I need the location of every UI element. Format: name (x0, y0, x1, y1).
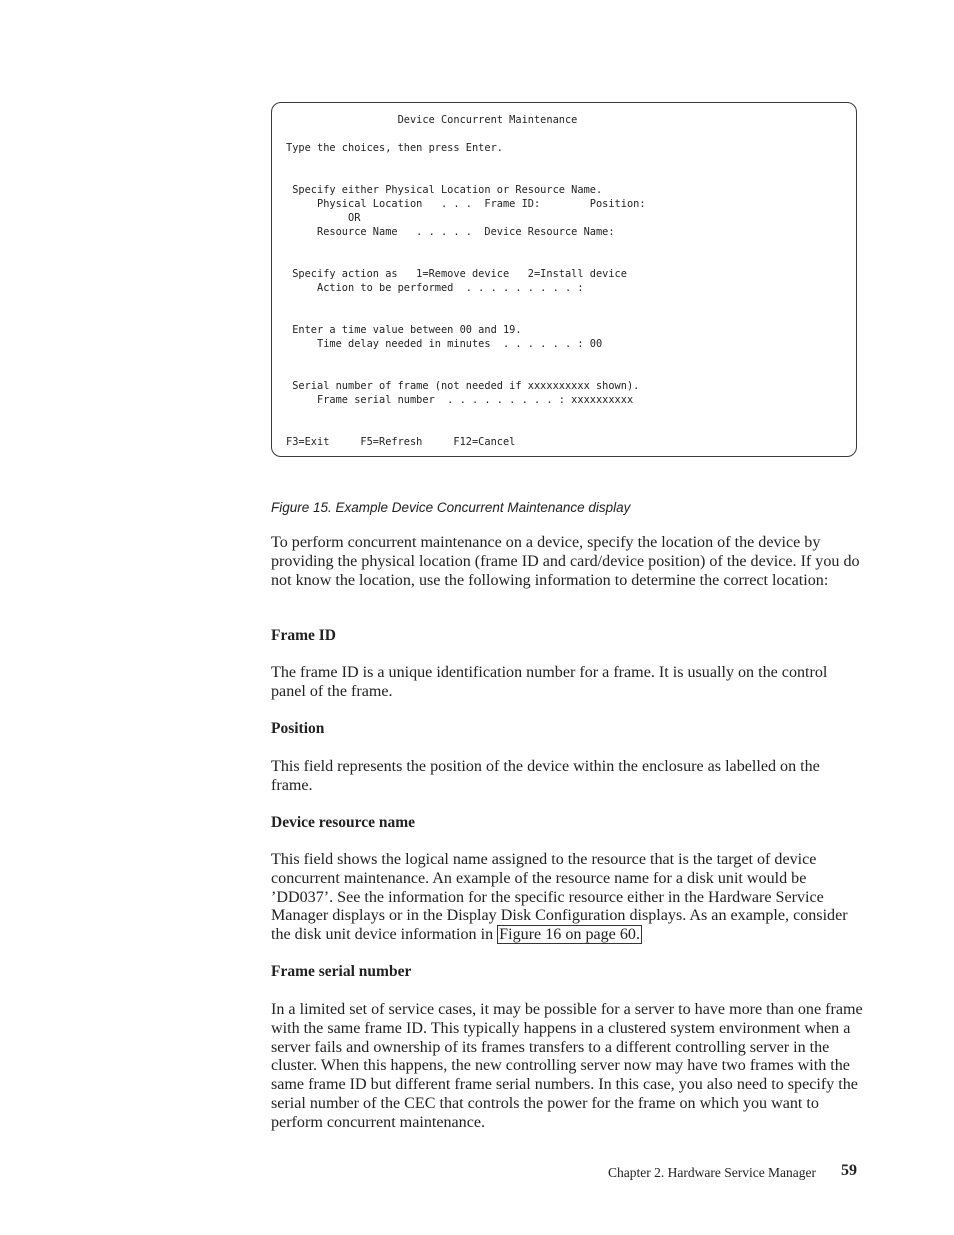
screen-line: Action to be performed . . . . . . . . . : (286, 282, 584, 294)
screen-line: Specify either Physical Location or Resource Name. (286, 184, 603, 196)
frame-serial-number-paragraph: In a limited set of service cases, it may be possible for a server to have more than one frame with the same frame ID. This typically happens in a clustered system environment when a server fails and ownership of its frames transfers to a different controlling server in the cluster. When this happens, the new controlling server now may have two frames with the same frame ID but different frame serial numbers. In this case, you also need to specify the serial number of the CEC that controls the power for the frame on which you want to perform concurrent maintenance. (271, 1001, 863, 1131)
footer-chapter: Chapter 2. Hardware Service Manager (608, 1165, 817, 1180)
screen-line: Time delay needed in minutes . . . . . . : 00 (286, 338, 603, 350)
screen-line: Frame serial number . . . . . . . . . : xxxxxxxxxx (286, 394, 634, 406)
figure-16-link[interactable]: Figure 16 on page 60. (499, 926, 640, 944)
screen-line: Resource Name . . . . . Device Resource Name: (286, 226, 615, 238)
intro-paragraph: To perform concurrent maintenance on a device, specify the location of the device by providing the physical location (frame ID and card/device position) of the device. If you do not know the location, use the following information to determine the correct location: (271, 534, 860, 589)
device-resource-name-paragraph (271, 851, 863, 945)
heading-position: Position (271, 720, 325, 737)
screen-line: Physical Location . . . Frame ID: Position: (286, 198, 646, 210)
heading-device-resource-name: Device resource name (271, 814, 416, 831)
screen-line: Serial number of frame (not needed if xxxxxxxxxx shown). (286, 380, 640, 392)
heading-frame-serial-number: Frame serial number (271, 963, 412, 980)
screen-line: Enter a time value between 00 and 19. (286, 324, 522, 336)
position-paragraph: This field represents the position of the device within the enclosure as labelled on the frame. (271, 758, 820, 794)
screen-line: Device Concurrent Maintenance (286, 114, 578, 126)
frame-id-paragraph: The frame ID is a unique identification number for a frame. It is usually on the control panel of the frame. (271, 664, 828, 700)
screen-line: OR (286, 212, 361, 224)
device-concurrent-maintenance-screen (271, 102, 857, 457)
page-number: 59 (841, 1162, 857, 1179)
device-resource-name-text: This field shows the logical name assigned to the resource that is the target of device concurrent maintenance. An example of the resource name for a disk unit would be ’DD037’. See the information for the specific resource either in the Hardware Service Manager displays or in the Display Disk Configuration displays. As an example, consider the disk unit device information in (271, 851, 848, 944)
screen-line: Type the choices, then press Enter. (286, 142, 503, 154)
function-keys-line: F3=Exit F5=Refresh F12=Cancel (286, 436, 516, 448)
screen-line: Specify action as 1=Remove device 2=Install device (286, 268, 627, 280)
heading-frame-id: Frame ID (271, 627, 336, 644)
figure-caption: Figure 15. Example Device Concurrent Maintenance display (271, 500, 631, 515)
